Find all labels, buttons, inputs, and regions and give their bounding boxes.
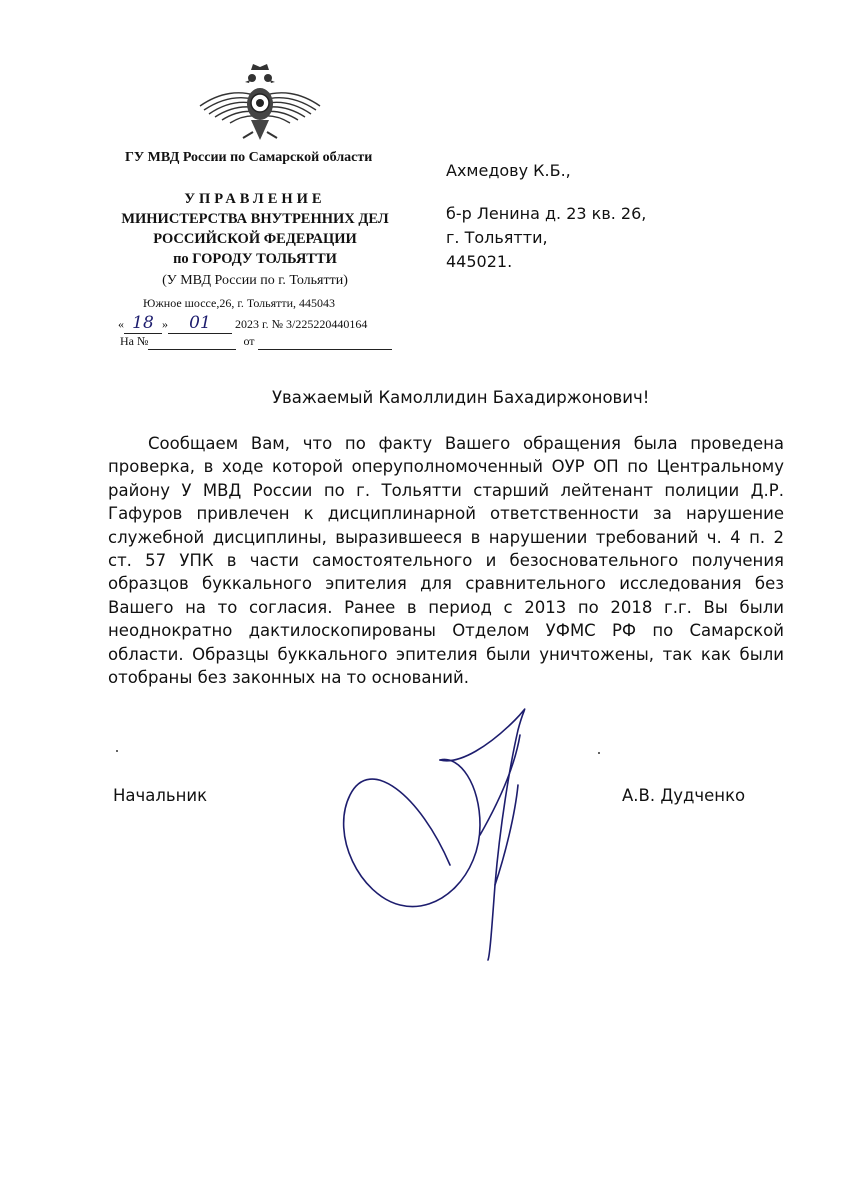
- recipient-street: б-р Ленина д. 23 кв. 26,: [446, 204, 647, 223]
- federation-title: РОССИЙСКОЙ ФЕДЕРАЦИИ: [153, 231, 357, 247]
- greeting: Уважаемый Камоллидин Бахадиржонович!: [272, 388, 650, 407]
- recipient-name: Ахмедову К.Б.,: [446, 161, 571, 180]
- from-label: от: [243, 334, 255, 348]
- mvd-emblem-icon: [195, 62, 325, 152]
- date-year-number: 2023 г. № 3/225220440164: [235, 317, 368, 331]
- short-name: (У МВД России по г. Тольятти): [162, 273, 348, 288]
- stray-dot: [116, 750, 118, 752]
- sender-address: Южное шоссе,26, г. Тольятти, 445043: [143, 296, 336, 310]
- date-open-quote: «: [118, 317, 124, 331]
- recipient-city: г. Тольятти,: [446, 228, 548, 247]
- on-no-label: На №: [120, 334, 149, 348]
- date-close-quote: »: [162, 317, 168, 331]
- date-day: 18: [124, 313, 162, 334]
- signatory-name: А.В. Дудченко: [622, 786, 746, 805]
- on-no-blank: [148, 334, 236, 350]
- signature-icon: [330, 705, 560, 965]
- signatory-title: Начальник: [113, 786, 208, 805]
- letter-body: Сообщаем Вам, что по факту Вашего обращения была проведена проверка, в ходе которой оперуполномоченный ОУР ОП по Центральному району У МВД России по г. Тольятти старший лейтенант полиции Д.Р. Гафуров привлечен к дисциплинарной ответственности за нарушение служебной дисциплины, выразившееся в нарушении требований ч. 4 п. 2 ст. 57 УПК в части самостоятельного и безосновательного получения образцов буккального эпителия для сравнительного исследования без Вашего на то согласия. Ранее в период с 2013 по 2018 г.г. Вы были неоднократно дактилоскопированы Отделом УФМС РФ по Самарской области. Образцы буккального эпителия были уничтожены, так как были отобраны без законных на то оснований.: [108, 434, 784, 688]
- date-month: 01: [168, 313, 232, 334]
- agency-name: ГУ МВД России по Самарской области: [125, 150, 373, 165]
- recipient-postcode: 445021.: [446, 252, 513, 271]
- city-title: по ГОРОДУ ТОЛЬЯТТИ: [173, 251, 337, 267]
- date-and-number: [118, 313, 367, 334]
- reference-line: [120, 334, 392, 350]
- stray-dot: [598, 752, 600, 754]
- ministry-title: МИНИСТЕРСТВА ВНУТРЕННИХ ДЕЛ: [121, 211, 389, 227]
- directorate-title: УПРАВЛЕНИЕ: [184, 191, 326, 207]
- from-blank: [258, 334, 392, 350]
